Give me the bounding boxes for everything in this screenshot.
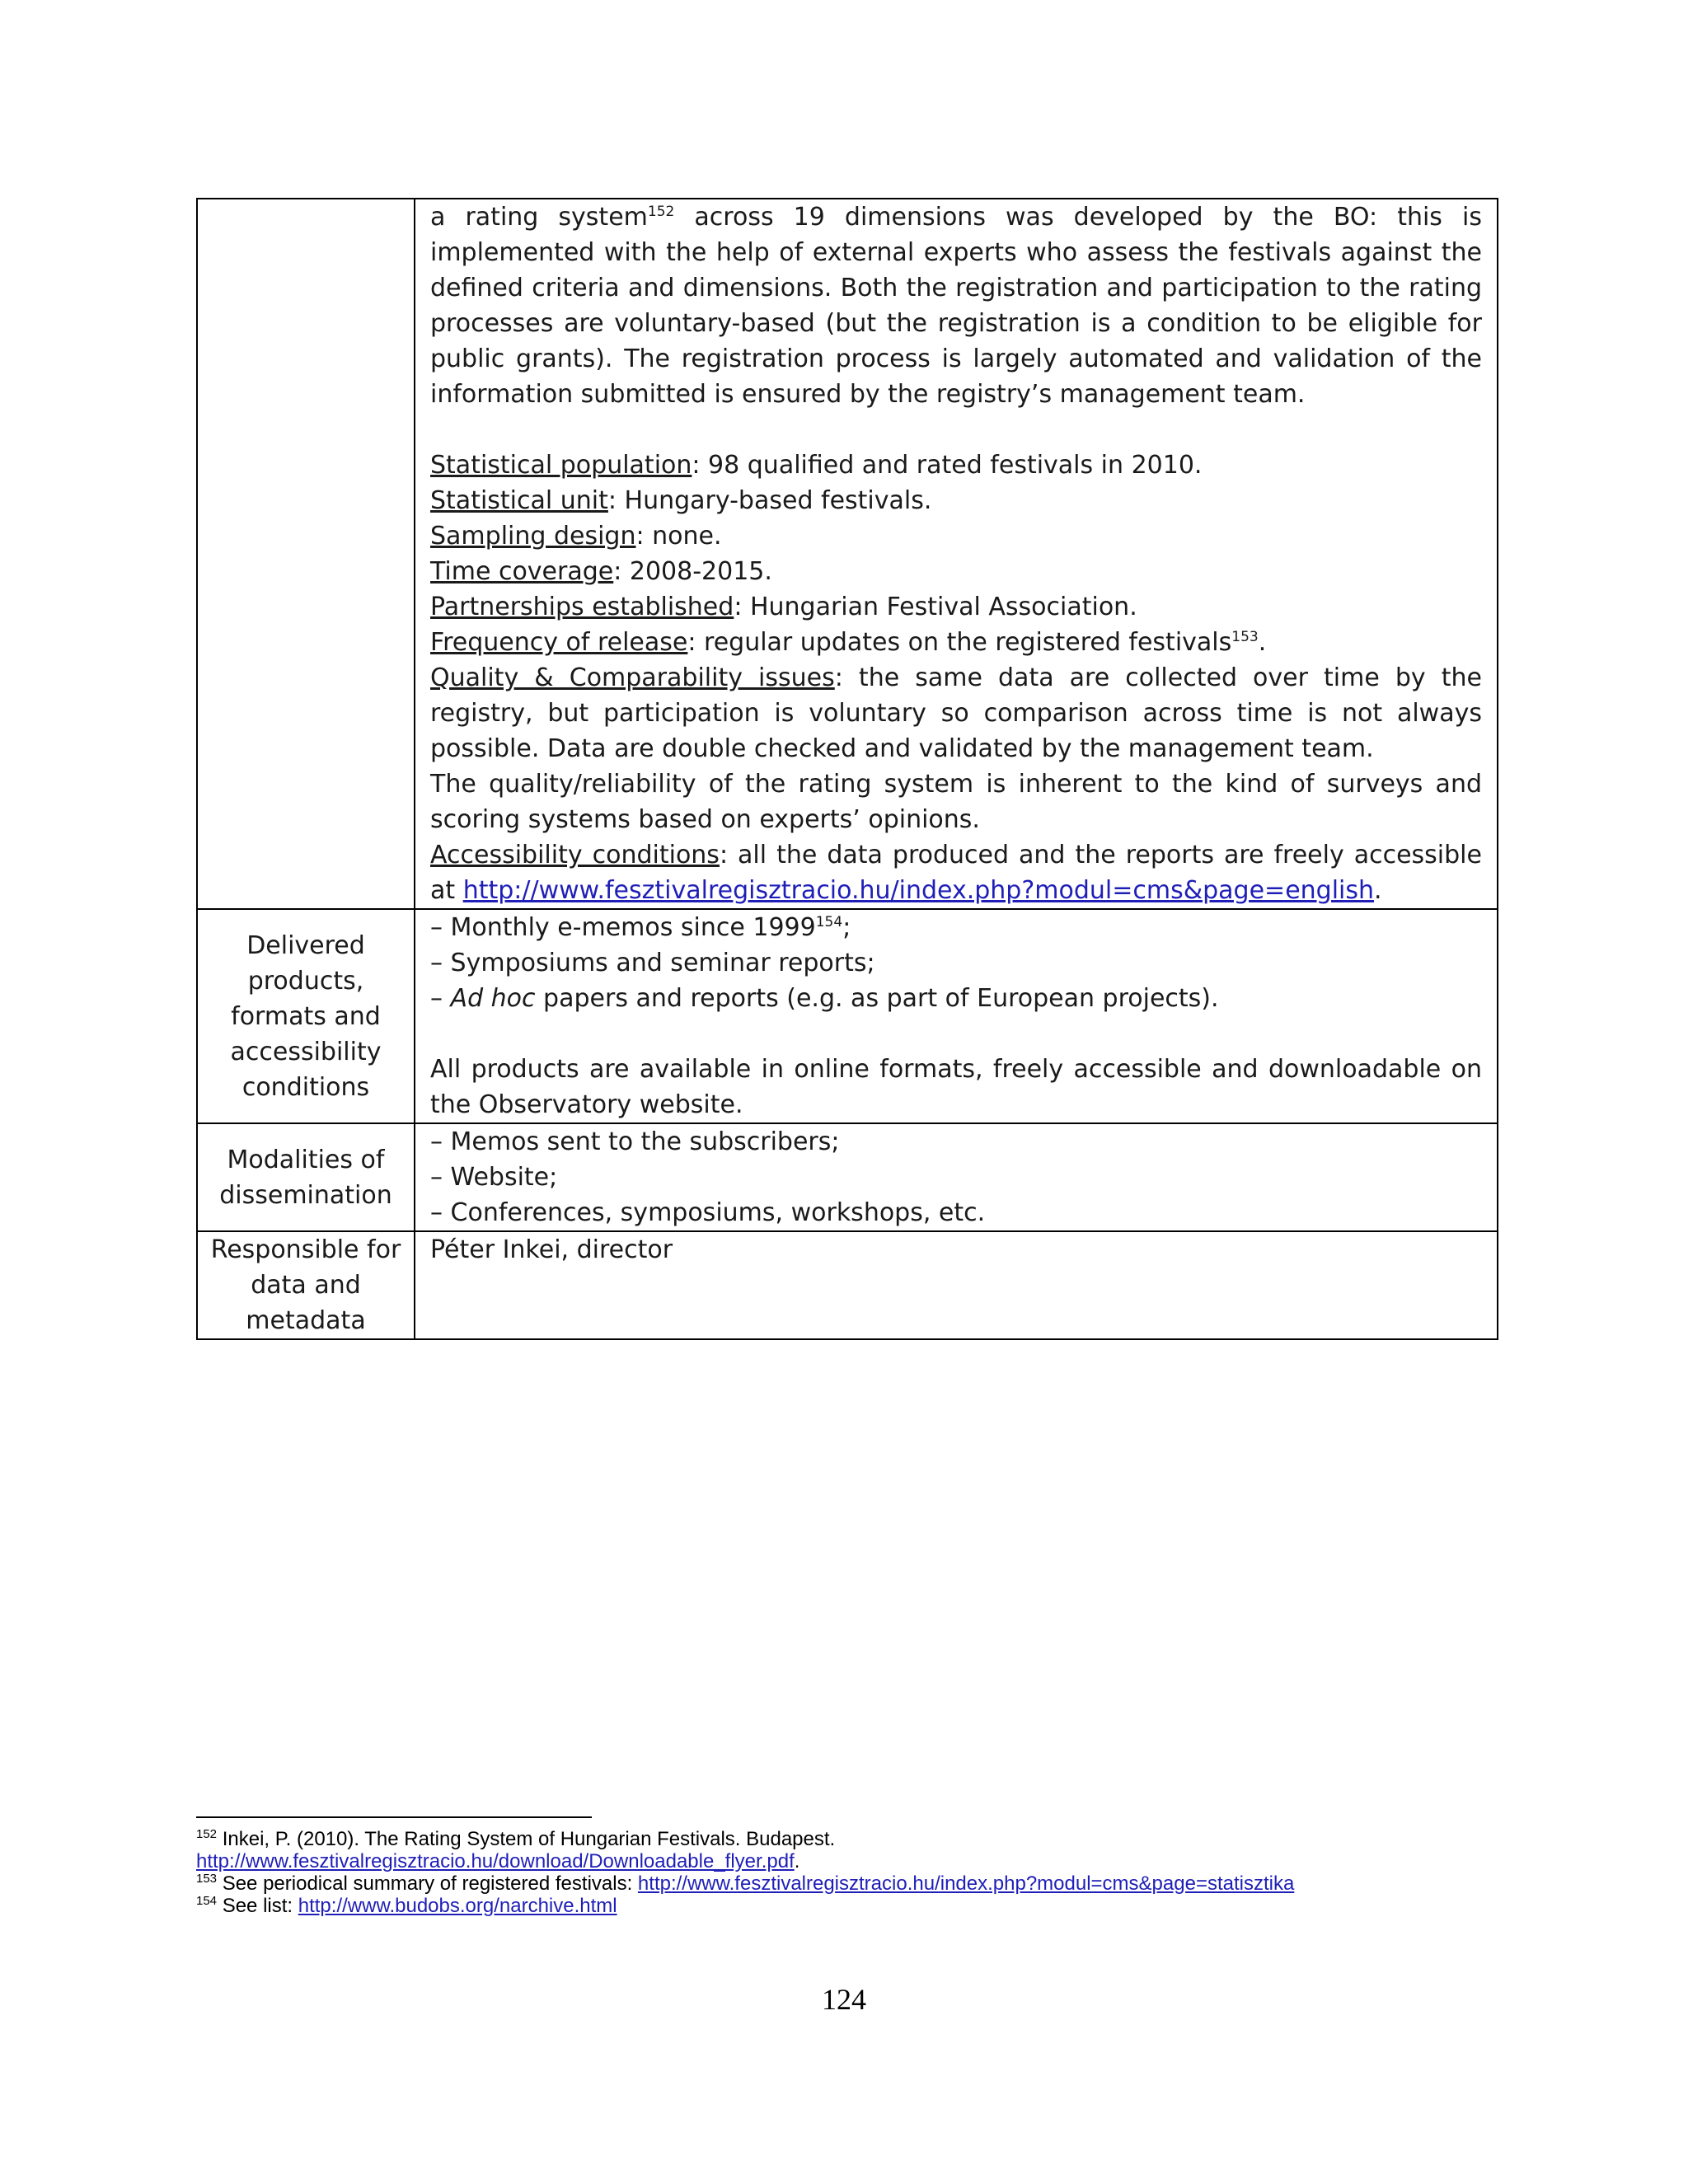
accessibility-conditions: Accessibility conditions: all the data produced and the reports are freely accessible at http://www.fesztivalregisztracio.hu/index.php?modul=cms&page=english. <box>430 841 1482 905</box>
table-row <box>197 199 1498 909</box>
metadata-table <box>196 198 1498 1340</box>
festival-registry-link[interactable]: http://www.fesztivalregisztracio.hu/index.php?modul=cms&page=english <box>462 876 1375 905</box>
list-item: – Memos sent to the subscribers; <box>430 1124 1482 1160</box>
list-item: – Monthly e-memos since 1999$^{154}$; <box>430 910 1482 945</box>
footnote-152-link-line: http://www.fesztivalregisztracio.hu/download/Downloadable_flyer.pdf. <box>196 1850 800 1872</box>
footnote-ref-152[interactable]: 152 <box>647 204 675 220</box>
row-content-dissemination <box>415 1123 1498 1231</box>
footnote-ref-154[interactable]: 154 <box>815 914 843 930</box>
list-item: – Conferences, symposiums, workshops, etc. <box>430 1195 1482 1230</box>
row-label-dissemination: Modalities of dissemination <box>197 1123 415 1231</box>
quality-issues: Quality & Comparability issues: the same data are collected over time by the registry, but participation is voluntary so comparison across time is not always possible. Data are double checked and validated by the management team. <box>430 663 1482 763</box>
footnote-154: $^{154}$ See list: http://www.budobs.org/narchive.html <box>196 1894 617 1917</box>
partnerships: Partnerships established: Hungarian Festival Association. <box>430 593 1137 621</box>
footnote-ref-153[interactable]: 153 <box>1231 629 1259 645</box>
row-content-methodology <box>415 199 1498 909</box>
stat-unit: Statistical unit: Hungary-based festivals. <box>430 486 932 515</box>
row-label-delivered-products: Delivered products, formats and accessibility conditions <box>197 909 415 1123</box>
footnote-separator <box>196 1816 592 1818</box>
statistics-link[interactable]: http://www.fesztivalregisztracio.hu/index.php?modul=cms&page=statisztika <box>637 1872 1295 1895</box>
frequency-release: Frequency of release: regular updates on the registered festivals$^{153}$. <box>430 628 1267 657</box>
intro-paragraph: a rating system$^{152}$ across 19 dimensions was developed by the BO: this is implemented with the help of external experts who assess the festivals against the defined criteria and dimensions. Both the registration and participation to the rating processes are voluntary-based (but the registration is a condition to be eligible for public grants). The registration process is largely automated and validation of the information submitted is ensured by the registry’s management team. <box>430 203 1482 409</box>
list-item: – Website; <box>430 1160 1482 1195</box>
list-item: – Ad hoc papers and reports (e.g. as part of European projects). <box>430 981 1482 1016</box>
footnote-152: $^{152}$ Inkei, P. (2010). The Rating System of Hungarian Festivals. Budapest. <box>196 1827 836 1850</box>
flyer-pdf-link[interactable]: http://www.fesztivalregisztracio.hu/download/Downloadable_flyer.pdf <box>196 1850 795 1872</box>
row-content-responsible: Péter Inkei, director <box>415 1231 1498 1339</box>
footnote-153: $^{153}$ See periodical summary of registered festivals: http://www.fesztivalregisztracio.hu/index.php?modul=cms&page=statisztika <box>196 1872 1295 1895</box>
table-row <box>197 1123 1498 1231</box>
row-label-empty <box>197 199 415 909</box>
footnotes <box>196 1828 1515 1917</box>
page-number: 124 <box>822 1983 866 2016</box>
time-coverage: Time coverage: 2008-2015. <box>430 557 772 586</box>
archive-link[interactable]: http://www.budobs.org/narchive.html <box>298 1895 617 1917</box>
products-note: All products are available in online formats, freely accessible and downloadable on the Observatory website. <box>430 1055 1482 1119</box>
table-row <box>197 1231 1498 1339</box>
row-label-responsible: Responsible for data and metadata <box>197 1231 415 1339</box>
quality-note: The quality/reliability of the rating system is inherent to the kind of surveys and scoring systems based on experts’ opinions. <box>430 770 1482 834</box>
list-item: – Symposiums and seminar reports; <box>430 945 1482 981</box>
table-row <box>197 909 1498 1123</box>
row-content-delivered-products <box>415 909 1498 1123</box>
sampling-design: Sampling design: none. <box>430 522 722 551</box>
stat-population: Statistical population: 98 qualified and rated festivals in 2010. <box>430 451 1203 480</box>
